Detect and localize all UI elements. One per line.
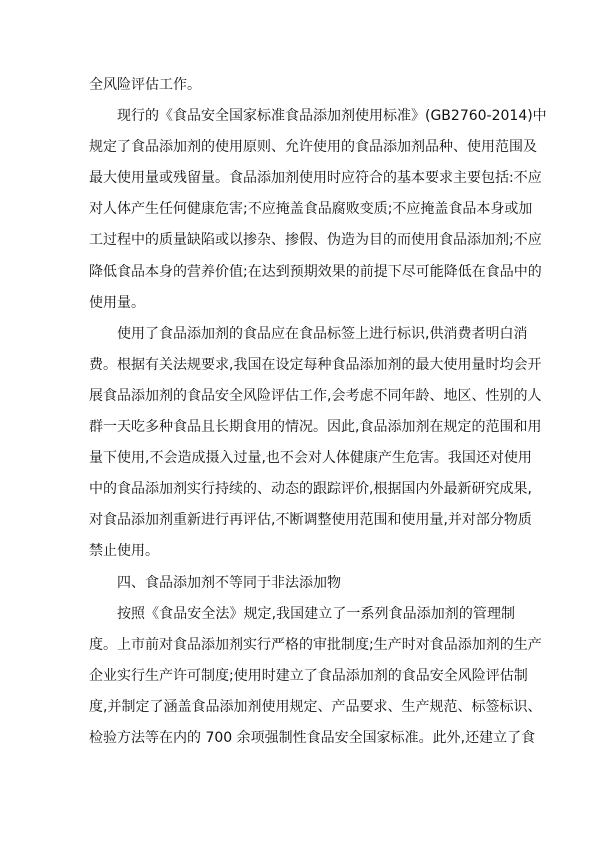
paragraph-gb2760-standard (89, 101, 547, 319)
text-line: 对食品添加剂重新进行再评估,不断调整使用范围和使用量,并对部分物质 (89, 512, 532, 529)
paragraph-management-system (89, 599, 542, 754)
paragraph-labeling-and-assessment (89, 319, 542, 568)
section-heading-text: 四、食品添加剂不等同于非法添加物 (117, 574, 341, 591)
text-line: 展食品添加剂的食品安全风险评估工作,会考虑不同年龄、地区、性别的人 (89, 387, 542, 404)
text-line: 量下使用,不会造成摄入过量,也不会对人体健康产生危害。我国还对使用 (89, 450, 532, 467)
text-line: 群一天吃多种食品且长期食用的情况。因此,食品添加剂在规定的范围和用 (89, 419, 542, 436)
text-line: 使用了食品添加剂的食品应在食品标签上进行标识,供消费者明白消 (117, 325, 528, 342)
text-line: 现行的《食品安全国家标准食品添加剂使用标准》(GB2760-2014)中 (117, 108, 547, 125)
text-line: 对人体产生任何健康危害;不应掩盖食品腐败变质;不应掩盖食品本身或加 (89, 201, 533, 218)
text-line: 检验方法等在内的 700 余项强制性食品安全国家标准。此外,还建立了食 (89, 729, 536, 746)
section-heading (89, 568, 515, 599)
text-line: 中的食品添加剂实行持续的、动态的跟踪评价,根据国内外最新研究成果, (89, 481, 532, 498)
text-line: 最大使用量或残留量。食品添加剂使用时应符合的基本要求主要包括:不应 (89, 170, 542, 187)
text-line: 度。上市前对食品添加剂实行严格的审批制度;生产时对食品添加剂的生产 (89, 636, 542, 653)
text-line: 禁止使用。 (89, 543, 159, 560)
text-line: 度,并制定了涵盖食品添加剂使用规定、产品要求、生产规范、标签标识、 (89, 698, 542, 715)
paragraph-continuation (89, 70, 515, 101)
text-line: 按照《食品安全法》规定,我国建立了一系列食品添加剂的管理制 (117, 605, 515, 622)
text-line: 全风险评估工作。 (89, 77, 201, 93)
document-body (89, 70, 547, 754)
text-line: 规定了食品添加剂的使用原则、允许使用的食品添加剂品种、使用范围及 (89, 139, 537, 156)
text-line: 工过程中的质量缺陷或以掺杂、掺假、伪造为目的而使用食品添加剂;不应 (89, 232, 542, 249)
text-line: 企业实行生产许可制度;使用时建立了食品添加剂的食品安全风险评估制 (89, 667, 528, 684)
text-line: 费。根据有关法规要求,我国在设定每种食品添加剂的最大使用量时均会开 (89, 356, 542, 373)
text-line: 降低食品本身的营养价值;在达到预期效果的前提下尽可能降低在食品中的 (89, 263, 542, 280)
text-line: 使用量。 (89, 294, 145, 311)
